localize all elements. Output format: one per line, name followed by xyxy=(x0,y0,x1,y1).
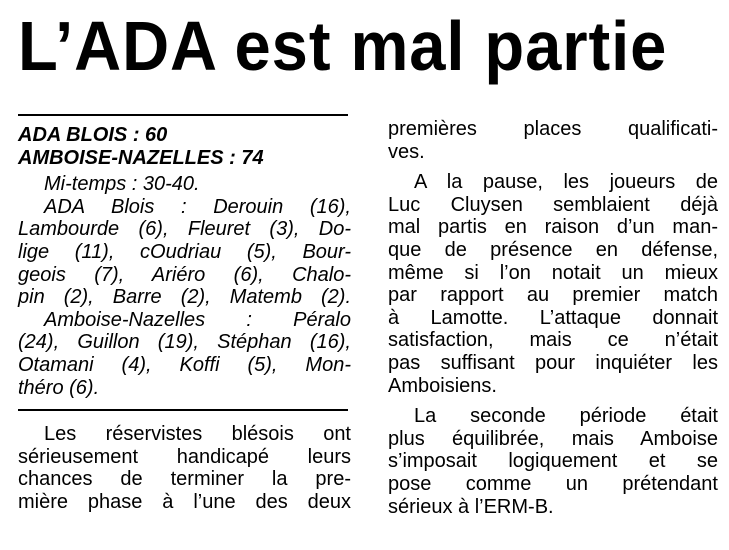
article-line: chances de terminer la pre- xyxy=(18,468,351,491)
article-line: premières places qualificati- xyxy=(388,118,718,140)
article-line: par rapport au premier match xyxy=(388,284,718,307)
score-away: AMBOISE-NAZELLES : 74 xyxy=(18,146,264,169)
article-line: que de présence en défense, xyxy=(388,238,718,261)
amboise-line: Amboise-Nazelles : Péralo xyxy=(44,308,351,331)
article-line: s’imposait logiquement et se xyxy=(388,450,718,473)
score-home: ADA BLOIS : 60 xyxy=(18,124,168,146)
article-line: satisfaction, mais ce n’était xyxy=(388,329,718,352)
paragraph-2 xyxy=(388,171,718,397)
article-line: A la pause, les joueurs de xyxy=(414,171,718,194)
halftime: Mi-temps : 30-40. xyxy=(44,173,200,196)
ada-line: Lambourde (6), Fleuret (3), Do- xyxy=(18,218,351,241)
article-line: Les réservistes blésois ont xyxy=(44,423,351,446)
score-box xyxy=(18,173,351,399)
article-line: ves. xyxy=(388,140,425,163)
ada-line: ADA Blois : Derouin (16), xyxy=(44,195,351,218)
headline: L’ADA est mal partie xyxy=(18,7,668,85)
article-line: à Lamotte. L’attaque donnait xyxy=(388,306,718,329)
article-line: pose comme un prétendant xyxy=(388,472,718,495)
article-line: sérieusement handicapé leurs xyxy=(18,445,351,468)
article-line: pas suffisant pour inquiéter les xyxy=(388,351,718,374)
top-rule xyxy=(18,114,348,116)
amboise-line: Otamani (4), Koffi (5), Mon- xyxy=(18,353,351,376)
article-line: mière phase à l’une des deux xyxy=(18,490,351,513)
amboise-line: théro (6). xyxy=(18,376,100,399)
article-line: sérieux à l’ERM-B. xyxy=(388,495,554,518)
right-column xyxy=(388,118,718,518)
article-line: même si l’on notait un mieux xyxy=(388,261,718,284)
article-line: plus équilibrée, mais Amboise xyxy=(388,427,718,450)
article-line: La seconde période était xyxy=(414,405,718,428)
article-intro xyxy=(18,423,351,513)
article-line: Luc Cluysen semblaient déjà xyxy=(388,193,718,216)
left-column xyxy=(18,114,351,514)
article-line: mal partis en raison d’un man- xyxy=(388,216,718,239)
bottom-rule xyxy=(18,409,348,411)
ada-line: geois (7), Ariéro (6), Chalo- xyxy=(18,263,351,286)
ada-line: pin (2), Barre (2), Matemb (2). xyxy=(18,286,351,309)
amboise-line: (24), Guillon (19), Stéphan (16), xyxy=(18,331,351,354)
ada-line: lige (11), cOudriau (5), Bour- xyxy=(18,240,351,263)
paragraph-3 xyxy=(388,405,718,518)
paragraph-1 xyxy=(388,118,718,163)
article-line: Amboisiens. xyxy=(388,374,497,397)
